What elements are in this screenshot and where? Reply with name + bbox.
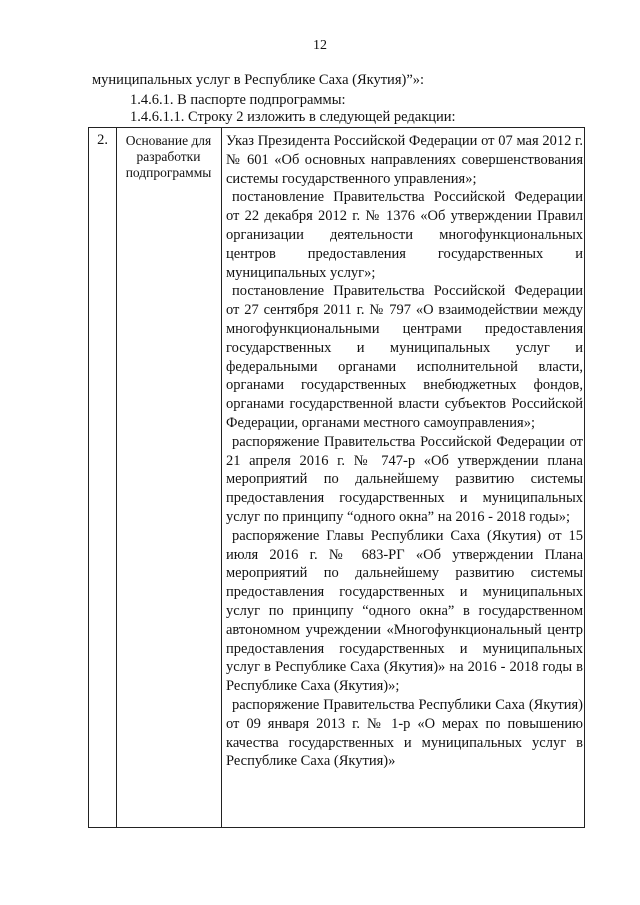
- page-number: 12: [313, 38, 327, 53]
- column-divider-2: [221, 128, 222, 827]
- legal-basis-paragraph-resolution-1376: постановление Правительства Российской Федерации от 22 декабря 2012 г. № 1376 «Об утверждении Правил организации деятельности многофункциональных центров предоставления государственных и муниципальных услуг»;: [226, 189, 583, 281]
- basis-label-line: Основание для: [125, 133, 212, 148]
- legal-basis-paragraph-order-747r: распоряжение Правительства Российской Федерации от 21 апреля 2016 г. № 747-р «Об утверждении плана мероприятий по дальнейшему развитию системы предоставления государственных и муниципальных услуг по принципу “одного окна” на 2016 - 2018 годы»;: [226, 433, 583, 525]
- legal-basis-paragraph-resolution-797: постановление Правительства Российской Федерации от 27 сентября 2011 г. № 797 «О взаимодействии между многофункциональными центрами предоставления государственных и муниципальных услуг и федеральными органами исполнительной власти, органами государственных внебюджетных фондов, органами государственной власти субъектов Российской Федерации, органами местного самоуправления»;: [226, 283, 583, 431]
- legal-basis-list: [226, 132, 583, 771]
- intro-clause-row2: 1.4.6.1.1. Строку 2 изложить в следующей редакции:: [130, 109, 456, 125]
- basis-label-cell: [117, 133, 220, 181]
- legal-basis-paragraph-order-683rg: распоряжение Главы Республики Саха (Якутия) от 15 июля 2016 г. № 683-РГ «Об утверждении Плана мероприятий по дальнейшему развитию системы предоставления государственных и муниципальных услуг по принципу “одного окна” в государственном автономном учреждении «Многофункциональный центр предоставления государственных и муниципальных услуг в Республике Саха (Якутия)» на 2016 - 2018 годы в Республике Саха (Якутия)»;: [226, 527, 583, 695]
- intro-clause-passport: 1.4.6.1. В паспорте подпрограммы:: [130, 92, 346, 108]
- passport-table: [88, 127, 585, 828]
- row-number-cell: 2.: [97, 132, 108, 148]
- legal-basis-paragraph-order-1r: распоряжение Правительства Республики Саха (Якутия) от 09 января 2013 г. № 1-р «О мерах по повышению качества государственных и муниципальных услуг в Республике Саха (Якутия)»: [226, 696, 583, 770]
- basis-label-line: подпрограммы: [125, 165, 212, 180]
- legal-basis-paragraph-decree-601: Указ Президента Российской Федерации от 07 мая 2012 г. № 601 «Об основных направлениях совершенствования системы государственного управления»;: [226, 133, 583, 187]
- column-divider-1: [116, 128, 117, 827]
- intro-continuation-line: муниципальных услуг в Республике Саха (Якутия)”»:: [92, 72, 425, 88]
- basis-label-line: разработки: [136, 149, 201, 164]
